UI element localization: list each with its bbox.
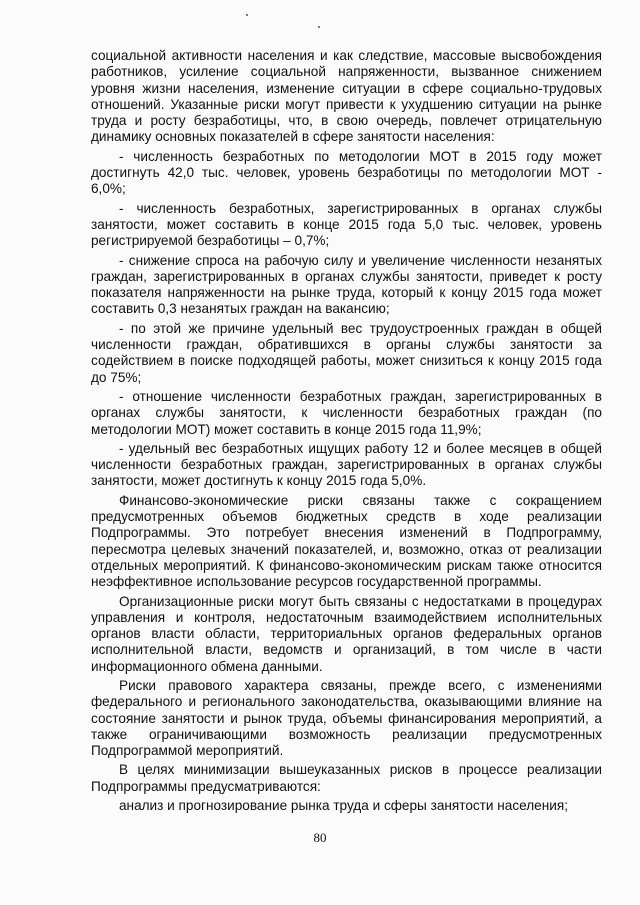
list-item: - снижение спроса на рабочую силу и увеличение численности незанятых граждан, зарегистрированных в органах службы занятости, приведет к росту показателя напряженности на рынке труда, который к концу 2015 года может составить 0,3 незанятых граждан на вакансию; [91, 252, 602, 317]
scan-speck [246, 14, 248, 16]
list-item: - отношение численности безработных граждан, зарегистрированных в органах службы занятости, к численности безработных граждан (по методологии МОТ) может составить в конце 2015 года 11,9%; [91, 388, 602, 437]
paragraph: анализ и прогнозирование рынка труда и сферы занятости населения; [119, 798, 568, 814]
scan-speck [318, 26, 320, 28]
page-number: 80 [313, 830, 327, 845]
paragraph: социальной активности населения и как следствие, массовые высвобождения работников, усиление социальной напряженности, вызванное снижением уровня жизни населения, изменение ситуации в сфере социально-трудовых отношений. Указанные риски могут привести к ухудшению ситуации на рынке труда и росту безработицы, что, в свою очередь, повлечет отрицательную динамику основных показателей в сфере занятости населения: [91, 48, 602, 145]
list-item: - численность безработных, зарегистрированных в органах службы занятости, может составить в конце 2015 года 5,0 тыс. человек, уровень регистрируемой безработицы – 0,7%; [91, 200, 602, 249]
list-item: - удельный вес безработных ищущих работу 12 и более месяцев в общей численности безработных граждан, зарегистрированных в органах службы занятости, может достигнуть к концу 2015 года 5,0%. [91, 440, 602, 489]
list-item: - численность безработных по методологии МОТ в 2015 году может достигнуть 42,0 тыс. человек, уровень безработицы по методологии МОТ - 6,0%; [91, 148, 602, 197]
list-item: - по этой же причине удельный вес трудоустроенных граждан в общей численности граждан, обратившихся в органы службы занятости за содействием в поиске подходящей работы, может снизиться к концу 2015 года до 75%; [91, 320, 602, 385]
paragraph: Риски правового характера связаны, прежде всего, с изменениями федерального и регионального законодательства, оказывающими влияние на состояние занятости и рынок труда, объемы финансирования мероприятий, а также ограничивающими возможность реализации предусмотренных Подпрограммой мероприятий. [91, 677, 602, 759]
body-text [91, 48, 602, 817]
paragraph: Организационные риски могут быть связаны с недостатками в процедурах управления и контроля, недостаточным взаимодействием исполнительных органов власти области, территориальных органов федеральных органов исполнительной власти, ведомств и организаций, в том числе в части информационного обмена данными. [91, 593, 602, 674]
paragraph: Финансово-экономические риски связаны также с сокращением предусмотренных объемов бюджетных средств в ходе реализации Подпрограммы. Это потребует внесения изменений в Подпрограмму, пересмотра целевых значений показателей, и, возможно, отказ от реализации отдельных мероприятий. К финансово-экономическим рискам также относится неэффективное использование ресурсов государственной программы. [91, 492, 602, 590]
paragraph: В целях минимизации вышеуказанных рисков в процессе реализации Подпрограммы предусматриваются: [91, 762, 602, 794]
